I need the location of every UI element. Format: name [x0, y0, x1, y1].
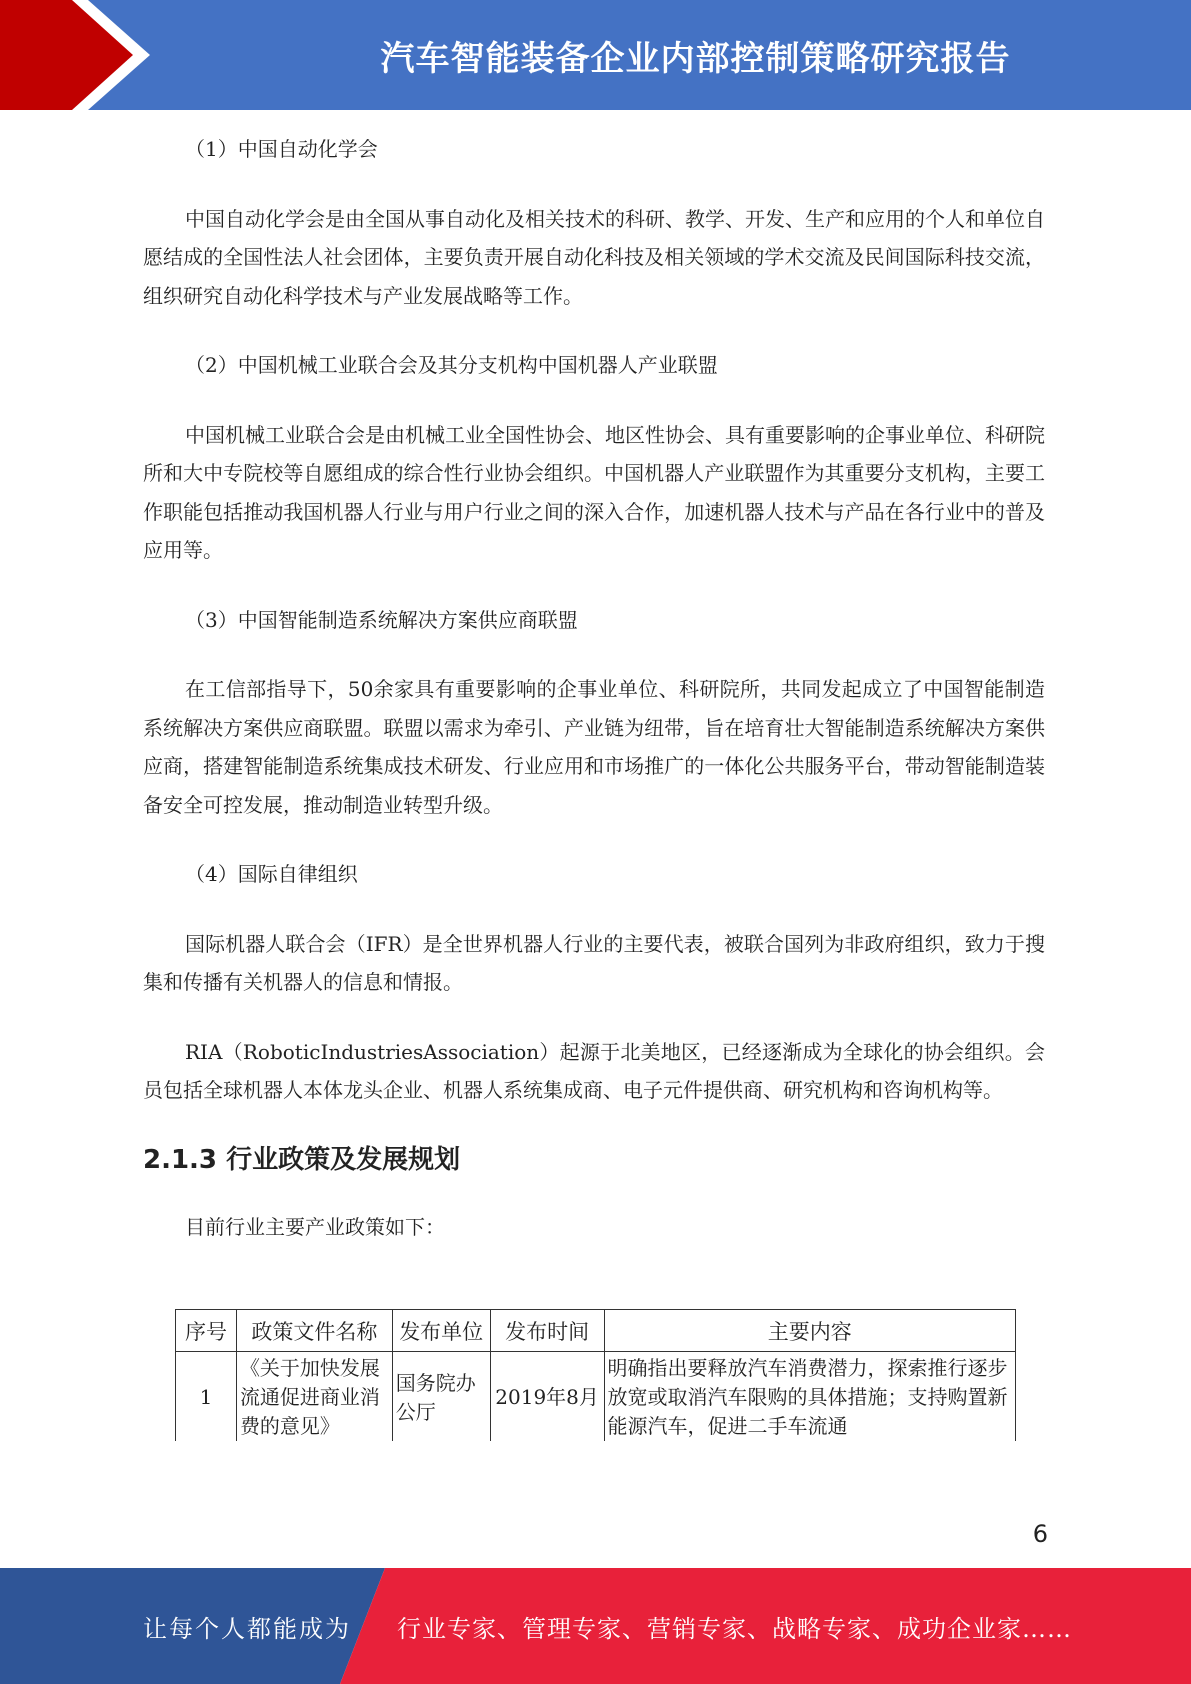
subheading-cas: （1）中国自动化学会 — [185, 137, 378, 161]
subheading-cmif: （2）中国机械工业联合会及其分支机构中国机器人产业联盟 — [185, 353, 718, 377]
header-arrow-icon — [0, 0, 160, 110]
cell-issuer: 国务院办公厅 — [392, 1352, 490, 1442]
table-row — [176, 1352, 1016, 1442]
cell-content: 明确指出要释放汽车消费潜力，探索推行逐步放宽或取消汽车限购的具体措施；支持购置新能源汽车，促进二手车流通 — [604, 1352, 1015, 1442]
col-header-content: 主要内容 — [604, 1310, 1015, 1352]
header-band — [0, 0, 1191, 110]
col-header-policy: 政策文件名称 — [236, 1310, 392, 1352]
cell-date: 2019年8月 — [490, 1352, 604, 1442]
page-number: 6 — [1032, 1520, 1048, 1548]
policy-table — [175, 1309, 1016, 1441]
col-header-date: 发布时间 — [490, 1310, 604, 1352]
section-heading: 2.1.3 行业政策及发展规划 — [143, 1144, 461, 1175]
paragraph-alliance: 在工信部指导下，50余家具有重要影响的企事业单位、科研院所，共同发起成立了中国智能制造系统解决方案供应商联盟。联盟以需求为牵引、产业链为纽带，旨在培育壮大智能制造系统解决方案供应商，搭建智能制造系统集成技术研发、行业应用和市场推广的一体化公共服务平台，带动智能制造装备安全可控发展，推动制造业转型升级。 — [143, 677, 1045, 817]
paragraph-ifr: 国际机器人联合会（IFR）是全世界机器人行业的主要代表，被联合国列为非政府组织，致力于搜集和传播有关机器人的信息和情报。 — [143, 931, 1045, 994]
footer-band — [0, 1568, 1191, 1684]
footer-slogan-left: 让每个人都能成为 — [143, 1614, 351, 1643]
table-header-row — [176, 1310, 1016, 1352]
cell-policy: 《关于加快发展流通促进商业消费的意见》 — [236, 1352, 392, 1442]
paragraph-ria: RIA（RoboticIndustriesAssociation）起源于北美地区，已经逐渐成为全球化的协会组织。会员包括全球机器人本体龙头企业、机器人系统集成商、电子元件提供商、研究机构和咨询机构等。 — [143, 1039, 1045, 1102]
cell-index: 1 — [176, 1352, 237, 1442]
body-content — [143, 130, 1045, 1246]
footer-slogan-right: 行业专家、管理专家、营销专家、战略专家、成功企业家…… — [397, 1614, 1072, 1643]
report-title: 汽车智能装备企业内部控制策略研究报告 — [380, 38, 1011, 79]
paragraph-cmif: 中国机械工业联合会是由机械工业全国性协会、地区性协会、具有重要影响的企事业单位、科研院所和大中专院校等自愿组成的综合性行业协会组织。中国机器人产业联盟作为其重要分支机构，主要工作职能包括推动我国机器人行业与用户行业之间的深入合作，加速机器人技术与产品在各行业中的普及应用等。 — [143, 422, 1045, 562]
paragraph-cas: 中国自动化学会是由全国从事自动化及相关技术的科研、教学、开发、生产和应用的个人和单位自愿结成的全国性法人社会团体，主要负责开展自动化科技及相关领域的学术交流及民间国际科技交流，组织研究自动化科学技术与产业发展战略等工作。 — [143, 206, 1045, 308]
subheading-international: （4）国际自律组织 — [185, 862, 358, 886]
subheading-alliance: （3）中国智能制造系统解决方案供应商联盟 — [185, 607, 578, 632]
table-intro: 目前行业主要产业政策如下： — [185, 1214, 445, 1239]
col-header-index: 序号 — [176, 1310, 237, 1352]
col-header-issuer: 发布单位 — [392, 1310, 490, 1352]
